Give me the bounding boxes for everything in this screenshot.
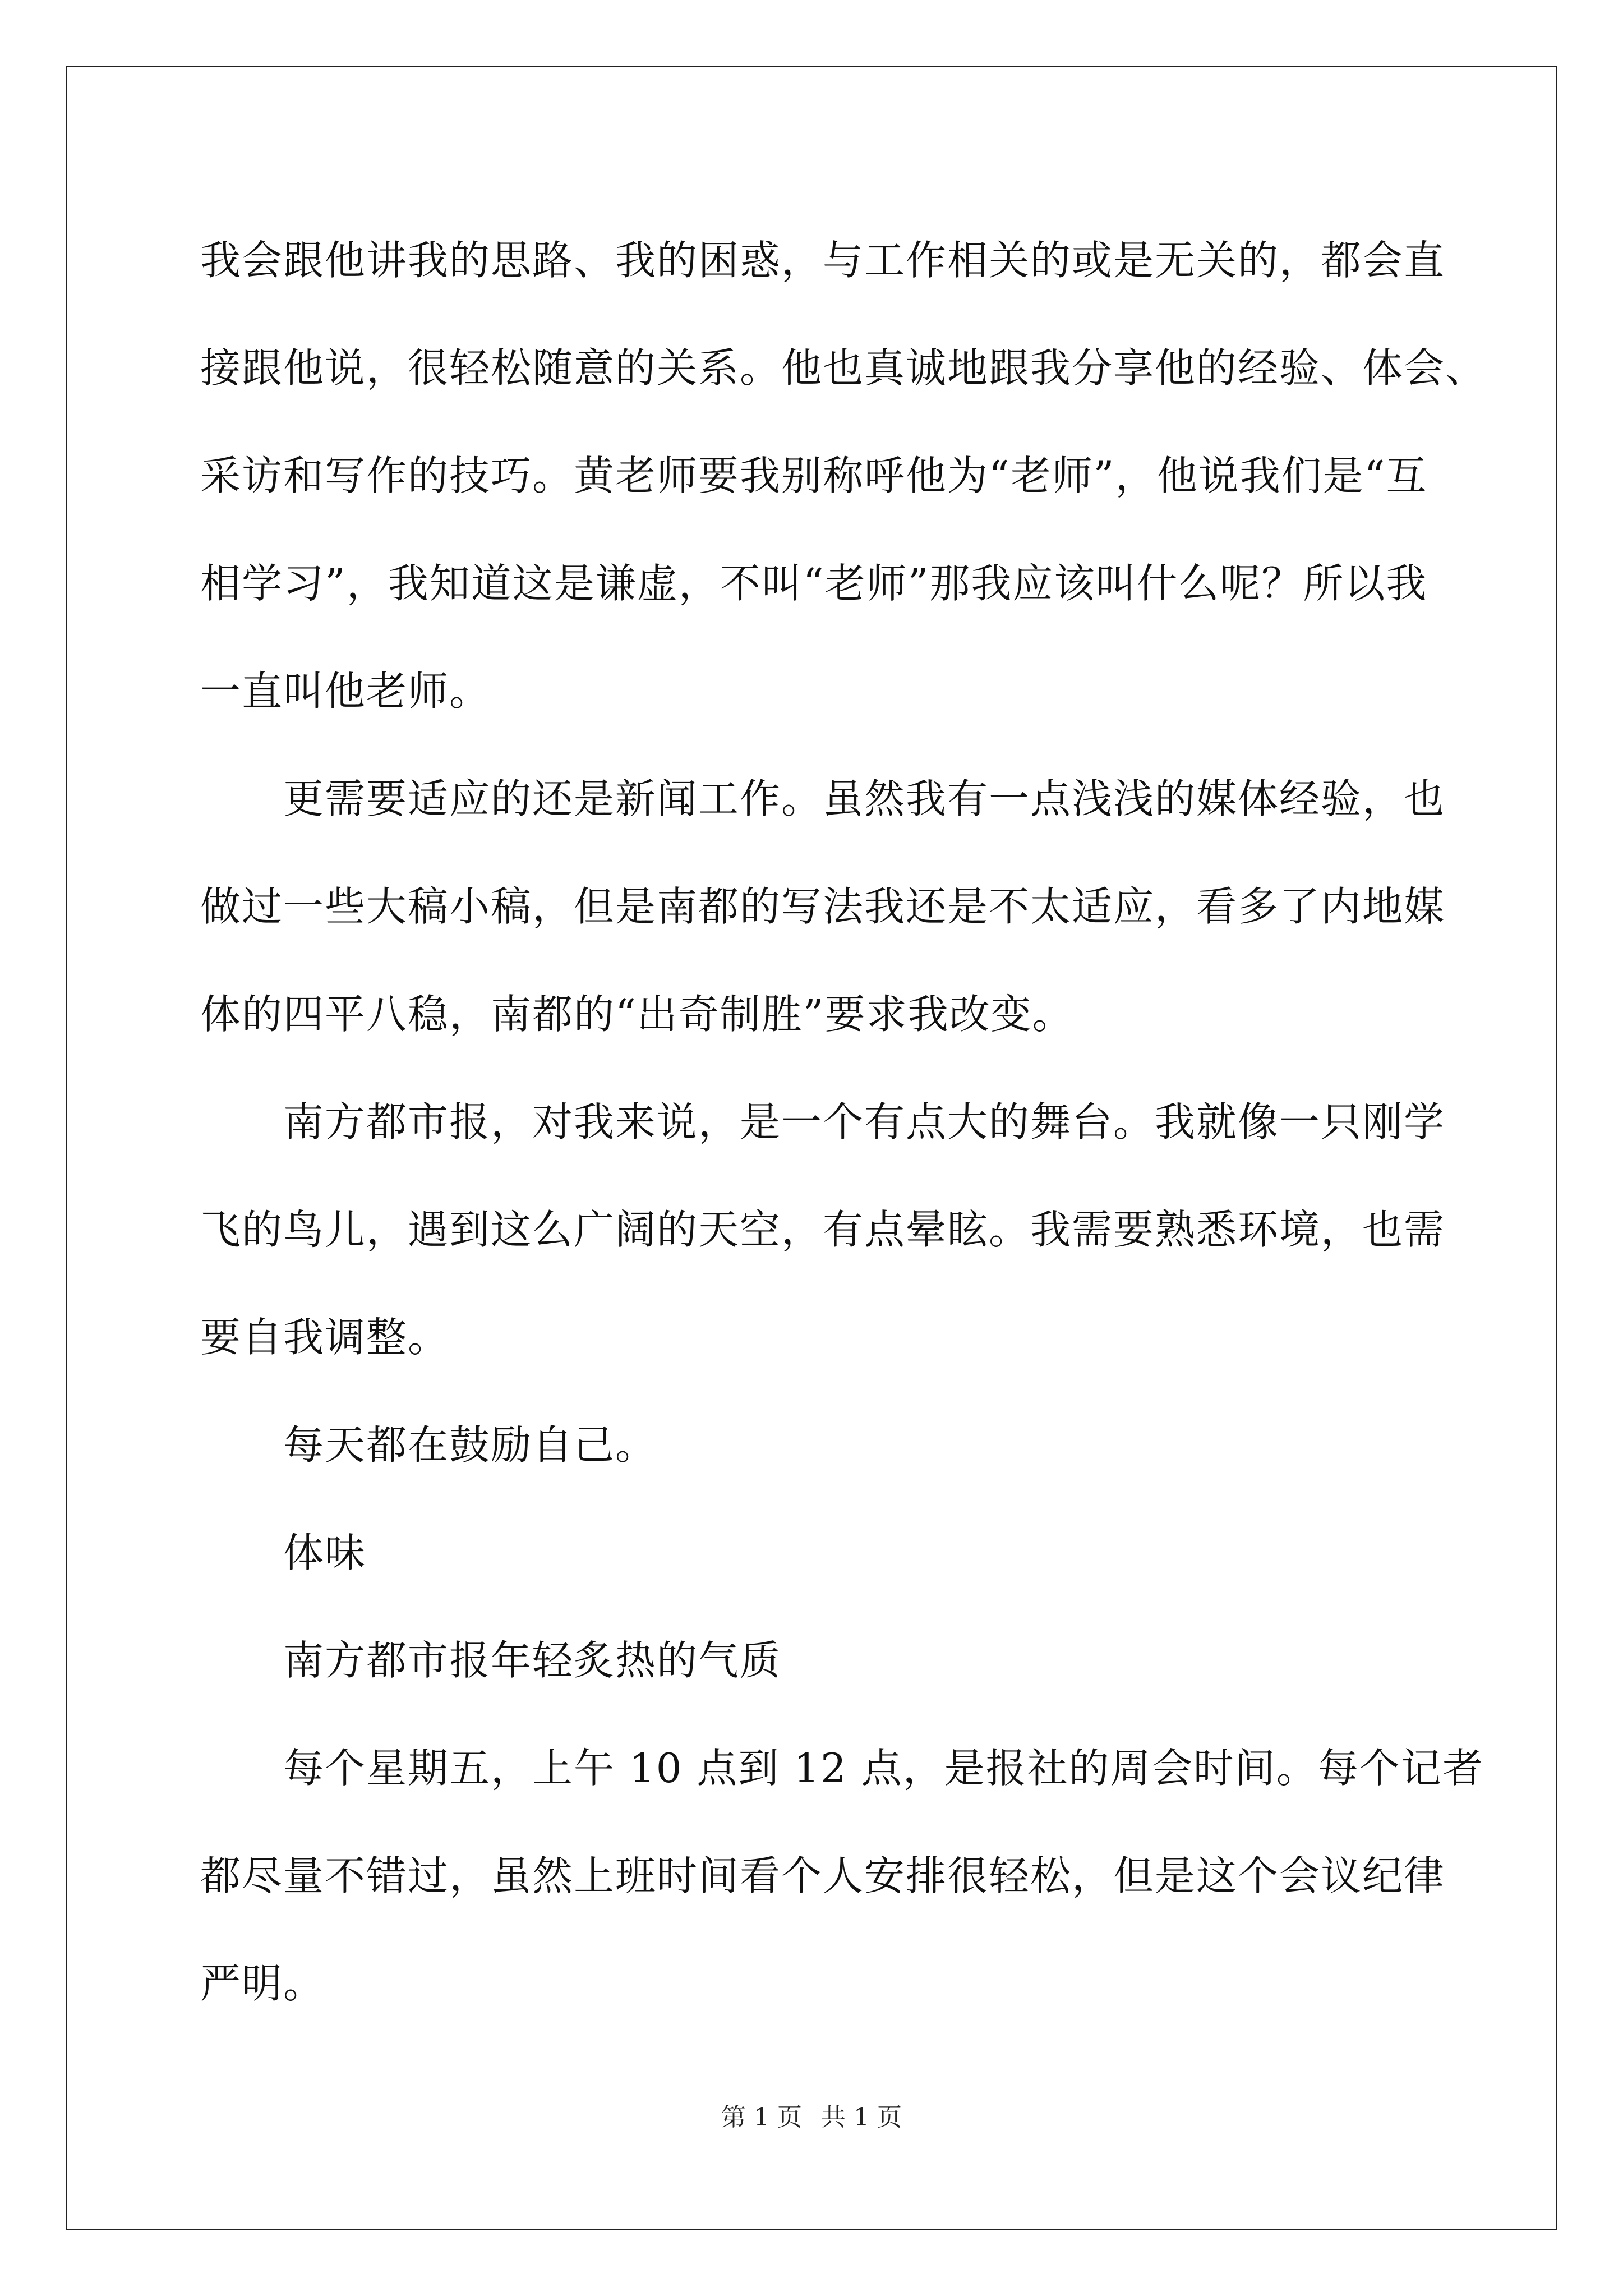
page-footer xyxy=(0,2097,1623,2133)
paragraph xyxy=(200,1391,1434,1499)
text-line: 体的四平八稳，南都的“出奇制胜”要求我改变。 xyxy=(200,991,1074,1038)
text-line: 南方都市报，对我来说，是一个有点大的舞台。我就像一只刚学 xyxy=(283,1098,1446,1145)
text-line: 做过一些大稿小稿，但是南都的写法我还是不太适应，看多了内地媒 xyxy=(200,883,1446,930)
paragraph xyxy=(200,1068,1446,1391)
text-line: 严明。 xyxy=(200,1960,325,2007)
paragraph xyxy=(200,745,1446,1068)
text-line: 都尽量不错过，虽然上班时间看个人安排很轻松，但是这个会议纪律 xyxy=(200,1852,1446,1899)
text-line: 南方都市报年轻炙热的气质 xyxy=(283,1637,782,1684)
text-line: 每个星期五，上午 10 点到 12 点，是报社的周会时间。每个记者 xyxy=(283,1745,1484,1792)
paragraph xyxy=(200,1714,1484,2037)
text-line: 一直叫他老师。 xyxy=(200,668,491,715)
text-line: 相学习”，我知道这是谦虚，不叫“老师”那我应该叫什么呢？所以我 xyxy=(200,560,1428,607)
text-line: 每天都在鼓励自己。 xyxy=(283,1421,657,1469)
text-line: 要自我调整。 xyxy=(200,1314,450,1361)
paragraph xyxy=(200,206,1487,745)
subheading xyxy=(200,1607,1434,1714)
text-line: 我会跟他讲我的思路、我的困惑，与工作相关的或是无关的，都会直 xyxy=(200,237,1446,284)
text-line: 接跟他说，很轻松随意的关系。他也真诚地跟我分享他的经验、体会、 xyxy=(200,344,1487,392)
section-heading xyxy=(200,1499,1434,1607)
text-line: 更需要适应的还是新闻工作。虽然我有一点浅浅的媒体经验，也 xyxy=(283,775,1446,822)
document-body xyxy=(200,206,1487,2037)
page-total: 共 1 页 xyxy=(821,2103,902,2132)
page-number: 第 1 页 xyxy=(721,2103,802,2132)
text-line: 飞的鸟儿，遇到这么广阔的天空，有点晕眩。我需要熟悉环境，也需 xyxy=(200,1206,1446,1253)
text-line: 体味 xyxy=(283,1529,367,1576)
text-line: 采访和写作的技巧。黄老师要我别称呼他为“老师”，他说我们是“互 xyxy=(200,452,1428,499)
